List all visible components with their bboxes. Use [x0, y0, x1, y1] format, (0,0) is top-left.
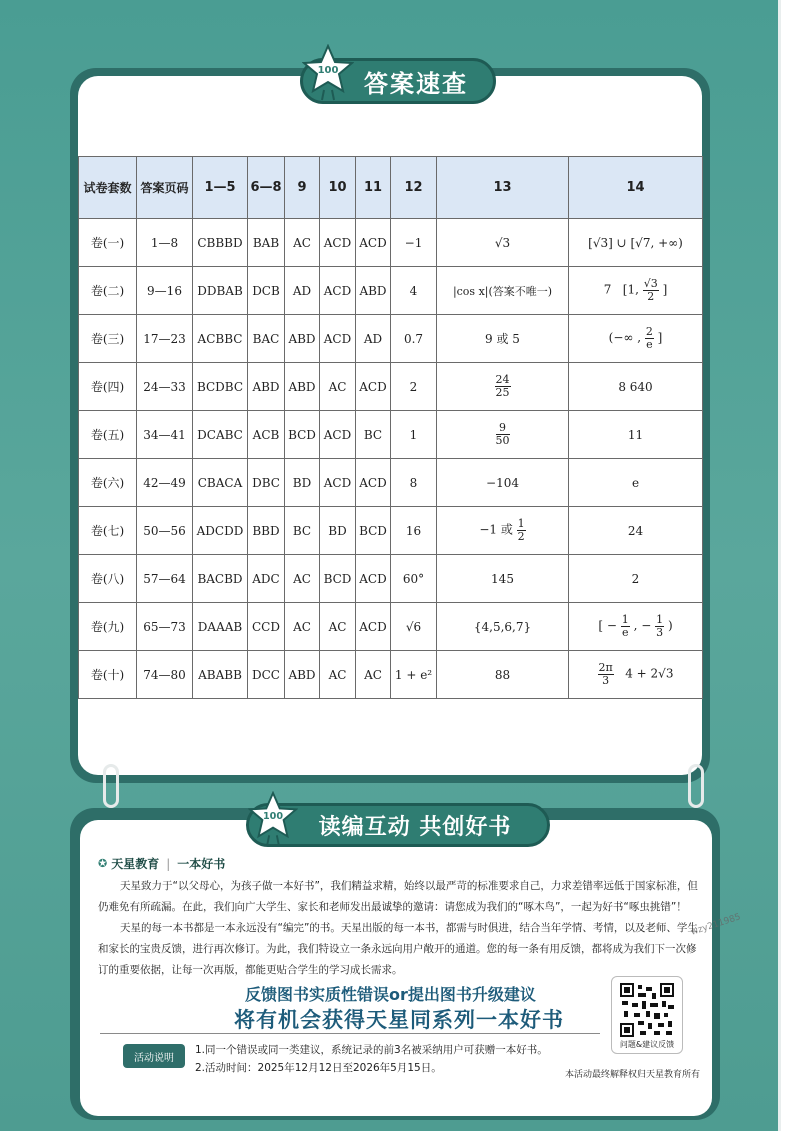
- fraction-numerator: 2π: [598, 661, 613, 675]
- cell-q9: BD: [285, 459, 320, 507]
- cell-q14: [√3] ∪ [√7, +∞): [569, 219, 703, 267]
- cell-q6-8: ABD: [248, 363, 285, 411]
- cell-q10: ACD: [320, 411, 356, 459]
- q13-fraction: [495, 374, 511, 398]
- cell-q14: [569, 603, 703, 651]
- cell-q1-5: CBACA: [193, 459, 248, 507]
- fraction-denominator: 2: [647, 290, 655, 303]
- final-note: 本活动最终解释权归天星教育所有: [565, 1070, 701, 1080]
- cell-q12: 2: [391, 363, 437, 411]
- cell-q12: 60°: [391, 555, 437, 603]
- cell-paper: 卷(二): [79, 267, 137, 315]
- watermark: wzy211985: [689, 912, 743, 938]
- cell-q11: BCD: [356, 507, 391, 555]
- qr-caption: 问题&建议反馈: [619, 1040, 675, 1049]
- cell-q11: ACD: [356, 555, 391, 603]
- header-q10: 10: [320, 157, 356, 219]
- cell-q14: [569, 315, 703, 363]
- cell-q1-5: ADCDD: [193, 507, 248, 555]
- cell-q11: BC: [356, 411, 391, 459]
- cell-q11: AD: [356, 315, 391, 363]
- cell-q14: [569, 267, 703, 315]
- cell-q9: ABD: [285, 363, 320, 411]
- cell-q11: AC: [356, 651, 391, 699]
- cell-q12: 4: [391, 267, 437, 315]
- cell-paper: 卷(三): [79, 315, 137, 363]
- answer-table: [78, 156, 703, 699]
- table-row: [79, 219, 703, 267]
- cell-q14: 11: [569, 411, 703, 459]
- activity-info-button[interactable]: 活动说明: [123, 1044, 185, 1068]
- cell-q13: √3: [437, 219, 569, 267]
- cell-q13: 145: [437, 555, 569, 603]
- cell-q13: −104: [437, 459, 569, 507]
- header-q11: 11: [356, 157, 391, 219]
- brand-slogan: 一本好书: [177, 857, 226, 871]
- cell-q13: [437, 363, 569, 411]
- table-row: [79, 315, 703, 363]
- fraction-numerator: 2: [645, 325, 653, 339]
- fraction-denominator: 2: [517, 530, 525, 543]
- q14-prefix: 7: [603, 283, 612, 297]
- cell-q1-5: CBBBD: [193, 219, 248, 267]
- fraction-numerator: √3: [643, 277, 658, 291]
- cell-q1-5: DDBAB: [193, 267, 248, 315]
- cell-paper: 卷(九): [79, 603, 137, 651]
- q14-mid: , −: [633, 619, 652, 633]
- cell-q13: [437, 507, 569, 555]
- q13-fraction: [517, 518, 526, 542]
- table-row: [79, 507, 703, 555]
- cell-q9: AC: [285, 555, 320, 603]
- qr-code-icon: [620, 983, 674, 1037]
- cell-q13: {4,5,6,7}: [437, 603, 569, 651]
- cell-q6-8: BAC: [248, 315, 285, 363]
- fraction-denominator: 3: [656, 626, 664, 639]
- cell-q10: ACD: [320, 315, 356, 363]
- cell-q1-5: DAAAB: [193, 603, 248, 651]
- mascot-star-icon: [302, 44, 354, 102]
- cell-q12: 8: [391, 459, 437, 507]
- cell-q10: AC: [320, 651, 356, 699]
- cell-paper: 卷(十): [79, 651, 137, 699]
- header-q6-8: 6—8: [248, 157, 285, 219]
- cell-q12: 0.7: [391, 315, 437, 363]
- cell-q13: 88: [437, 651, 569, 699]
- cell-q1-5: DCABC: [193, 411, 248, 459]
- cell-q9: BC: [285, 507, 320, 555]
- activity-rule-1: 1.同一个错误或同一类建议，系统记录的前3名被采纳用户可获赠一本好书。: [195, 1044, 548, 1056]
- cell-q10: ACD: [320, 267, 356, 315]
- header-paper: 试卷套数: [79, 157, 137, 219]
- cell-q12: −1: [391, 219, 437, 267]
- answer-key-title: 答案速查: [364, 69, 468, 98]
- q14-close: ): [667, 619, 673, 633]
- fraction-denominator: e: [622, 626, 629, 639]
- cell-paper: 卷(七): [79, 507, 137, 555]
- reward-headline: 将有机会获得天星同系列一本好书: [234, 1008, 564, 1032]
- mascot-star-icon: [248, 791, 298, 847]
- q14-fraction: [645, 326, 654, 350]
- cell-q14: [569, 651, 703, 699]
- cell-q6-8: ADC: [248, 555, 285, 603]
- cell-pages: 24—33: [137, 363, 193, 411]
- q14-bracket: (−∞ ,: [608, 331, 642, 345]
- activity-rule-2: 2.活动时间：2025年12月12日至2026年5月15日。: [195, 1062, 442, 1074]
- cell-q12: 1 + e²: [391, 651, 437, 699]
- cell-q12: 1: [391, 411, 437, 459]
- divider: [100, 1033, 600, 1034]
- q14-close: ]: [657, 331, 663, 345]
- feedback-qr-code[interactable]: [611, 976, 683, 1054]
- cell-q10: BCD: [320, 555, 356, 603]
- brand-logo-icon: ✪: [98, 857, 108, 870]
- cell-q9: AC: [285, 603, 320, 651]
- table-row: [79, 603, 703, 651]
- cell-pages: 50—56: [137, 507, 193, 555]
- cell-q12: √6: [391, 603, 437, 651]
- feedback-headline: 反馈图书实质性错误or提出图书升级建议: [245, 985, 536, 1004]
- cell-q6-8: CCD: [248, 603, 285, 651]
- q14-bracket: [1,: [622, 283, 639, 297]
- cell-pages: 9—16: [137, 267, 193, 315]
- binder-ring-left: [103, 764, 119, 808]
- cell-q1-5: ACBBC: [193, 315, 248, 363]
- cell-q1-5: ABABB: [193, 651, 248, 699]
- cell-paper: 卷(六): [79, 459, 137, 507]
- fraction-numerator: 1: [621, 613, 629, 627]
- cell-q6-8: BBD: [248, 507, 285, 555]
- cell-q9: BCD: [285, 411, 320, 459]
- cell-q14: 8 640: [569, 363, 703, 411]
- fraction-denominator: 50: [495, 434, 510, 447]
- cell-q10: ACD: [320, 219, 356, 267]
- cell-q12: 16: [391, 507, 437, 555]
- cell-q9: AD: [285, 267, 320, 315]
- cell-q11: ACD: [356, 219, 391, 267]
- cell-pages: 74—80: [137, 651, 193, 699]
- cell-q1-5: BCDBC: [193, 363, 248, 411]
- cell-q1-5: BACBD: [193, 555, 248, 603]
- cell-q6-8: DCC: [248, 651, 285, 699]
- cell-pages: 57—64: [137, 555, 193, 603]
- cell-q10: ACD: [320, 459, 356, 507]
- header-q1-5: 1—5: [193, 157, 248, 219]
- brand-line: [98, 855, 225, 872]
- table-row: [79, 459, 703, 507]
- q14-suffix: 4 + 2√3: [625, 667, 674, 681]
- cell-q6-8: ACB: [248, 411, 285, 459]
- cell-q14: 24: [569, 507, 703, 555]
- fraction-numerator: 9: [496, 422, 510, 435]
- header-q12: 12: [391, 157, 437, 219]
- brand-name: 天星教育: [111, 857, 160, 871]
- cell-q13: |cos x|(答案不唯一): [437, 267, 569, 315]
- cell-q14: e: [569, 459, 703, 507]
- intro-paragraph: 天星致力于“以父母心，为孩子做一本好书”，我们精益求精，始终以最严苛的标准要求自己，力求差错率远低于国家标准，但仍难免有所疏漏。在此，我们向广大学生、家长和老师发出最诚挚的邀请：请您成为我们的“啄木鸟”，一起为好书“啄虫挑错”！: [98, 880, 698, 913]
- cell-q13: 9 或 5: [437, 315, 569, 363]
- q14-open: [ −: [598, 619, 617, 633]
- table-row: [79, 555, 703, 603]
- q14-fraction-1: [621, 614, 630, 638]
- q14-fraction: [598, 662, 614, 686]
- fraction-denominator: 25: [495, 386, 510, 399]
- cell-q6-8: DBC: [248, 459, 285, 507]
- table-row: [79, 411, 703, 459]
- header-pages: 答案页码: [137, 157, 193, 219]
- table-row: [79, 651, 703, 699]
- cell-q14: 2: [569, 555, 703, 603]
- cell-q9: ABD: [285, 315, 320, 363]
- header-q13: 13: [437, 157, 569, 219]
- table-header-row: [79, 157, 703, 219]
- cell-q10: BD: [320, 507, 356, 555]
- cell-q9: AC: [285, 219, 320, 267]
- brand-separator: |: [166, 856, 171, 871]
- q13-prefix: −1 或: [479, 523, 513, 537]
- header-q14: 14: [569, 157, 703, 219]
- cell-q11: ACD: [356, 603, 391, 651]
- header-q9: 9: [285, 157, 320, 219]
- cell-q11: ABD: [356, 267, 391, 315]
- fraction-numerator: 1: [656, 613, 664, 627]
- cell-q6-8: DCB: [248, 267, 285, 315]
- fraction-numerator: 24: [495, 373, 510, 387]
- cell-q10: AC: [320, 603, 356, 651]
- cell-q11: ACD: [356, 363, 391, 411]
- cell-pages: 65—73: [137, 603, 193, 651]
- cell-paper: 卷(八): [79, 555, 137, 603]
- svg-text:100: 100: [262, 811, 284, 822]
- cell-paper: 卷(四): [79, 363, 137, 411]
- feedback-title: 读编互动 共创好书: [318, 814, 512, 840]
- cell-q9: ABD: [285, 651, 320, 699]
- cell-pages: 17—23: [137, 315, 193, 363]
- q14-close: ]: [662, 283, 668, 297]
- fraction-numerator: 1: [517, 517, 525, 531]
- cell-q11: ACD: [356, 459, 391, 507]
- q14-fraction-2: [655, 614, 664, 638]
- fraction-denominator: e: [646, 338, 653, 351]
- q14-fraction: [643, 278, 659, 302]
- cell-paper: 卷(五): [79, 411, 137, 459]
- svg-text:100: 100: [317, 65, 339, 76]
- cell-pages: 34—41: [137, 411, 193, 459]
- cell-q13: [437, 411, 569, 459]
- cell-q6-8: BAB: [248, 219, 285, 267]
- revision-paragraph: 天星的每一本书都是一本永远没有“编完”的书。天星出版的每一本书，都需与时俱进，结合当年学情、考情，以及老师、学生和家长的宝贵反馈，进行再次修订。为此，我们特设立一条永远向用户敞开的通道。您的每一条有用反馈，都将成为我们下一次修订的重要依据，让每一次再版，都能更贴合学生的学习成长需求。: [98, 922, 698, 976]
- cell-paper: 卷(一): [79, 219, 137, 267]
- table-row: [79, 363, 703, 411]
- table-row: [79, 267, 703, 315]
- cell-pages: 1—8: [137, 219, 193, 267]
- binder-ring-right: [688, 764, 704, 808]
- fraction-denominator: 3: [602, 674, 610, 687]
- cell-q10: AC: [320, 363, 356, 411]
- cell-pages: 42—49: [137, 459, 193, 507]
- q13-fraction: [496, 422, 510, 446]
